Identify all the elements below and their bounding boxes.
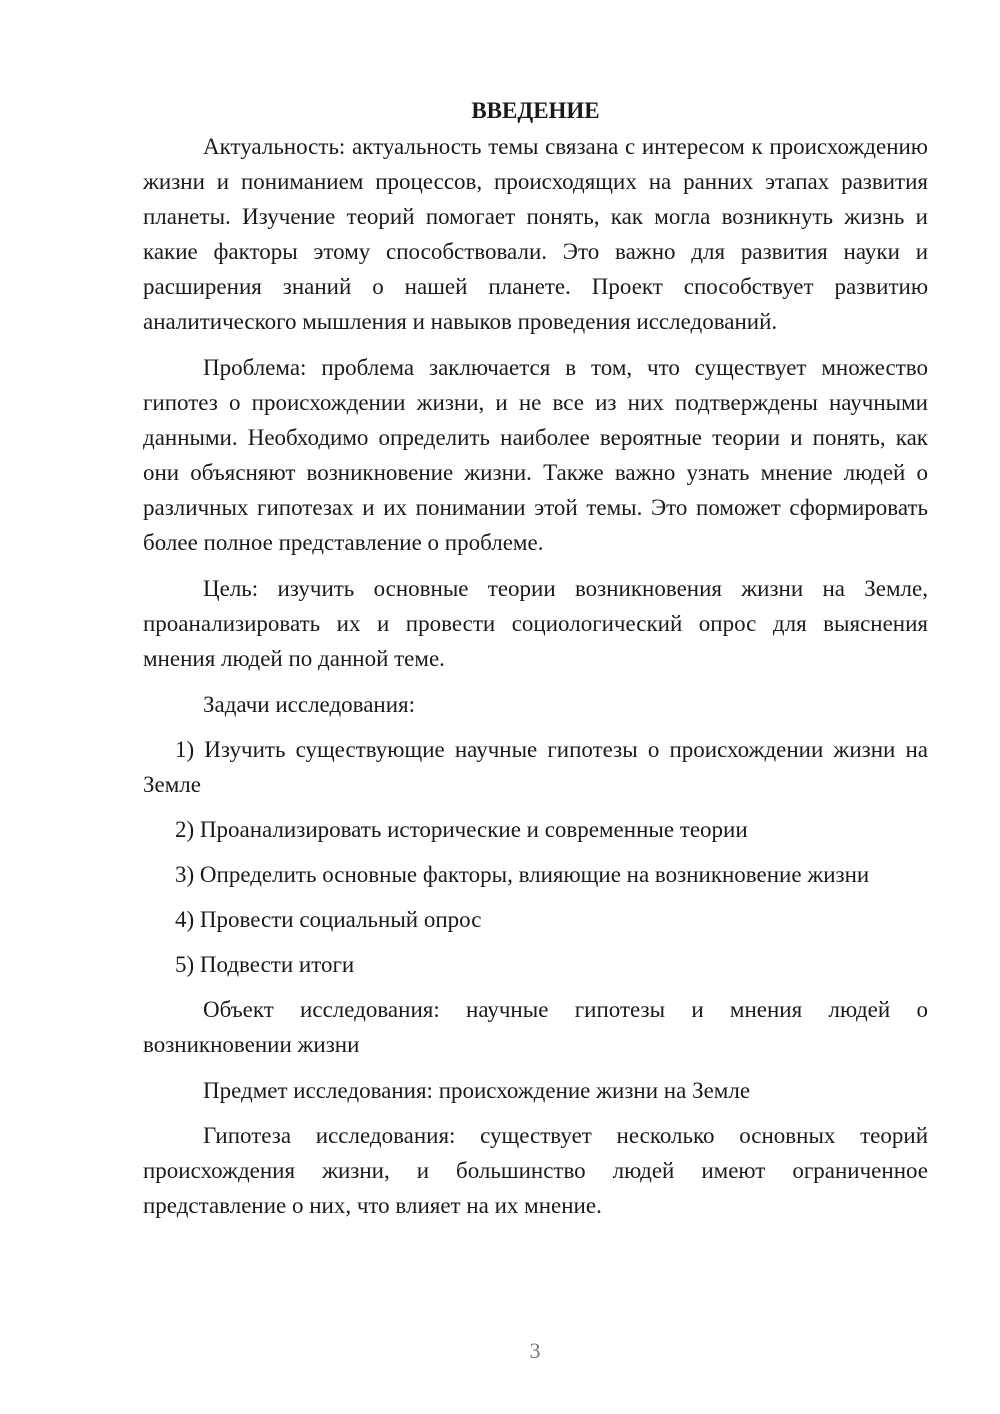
task-item: 5) Подвести итоги <box>175 952 355 977</box>
task-item: 4) Провести социальный опрос <box>175 907 482 932</box>
paragraph-relevance: Актуальность: актуальность темы связана с интересом к происхождению жизни и пониманием процессов, происходящих на ранних этапах развития планеты. Изучение теорий помогает понять, как могла возникнуть жизнь и какие факторы этому способствовали. Это важно для развития науки и расширения знаний о нашей планете. Проект способствует развитию аналитического мышления и навыков проведения исследований. <box>143 134 928 334</box>
tasks-heading: Задачи исследования: <box>203 692 416 717</box>
page-number: 3 <box>529 1338 541 1363</box>
paragraph-object: Объект исследования: научные гипотезы и мнения людей о возникновении жизни <box>143 997 928 1057</box>
paragraph-goal: Цель: изучить основные теории возникновения жизни на Земле, проанализировать их и провести социологический опрос для выяснения мнения людей по данной теме. <box>143 576 928 671</box>
paragraph-problem: Проблема: проблема заключается в том, что существует множество гипотез о происхождении жизни, и не все из них подтверждены научными данными. Необходимо определить наиболее вероятные теории и понять, как они объясняют возникновение жизни. Также важно узнать мнение людей о различных гипотезах и их понимании этой темы. Это поможет сформировать более полное представление о проблеме. <box>143 355 928 555</box>
task-item: 3) Определить основные факторы, влияющие на возникновение жизни <box>175 862 870 887</box>
tasks-list <box>143 732 928 982</box>
paragraph-subject: Предмет исследования: происхождение жизни на Земле <box>203 1078 751 1103</box>
section-title: ВВЕДЕНИЕ <box>471 98 600 123</box>
task-item: 1) Изучить существующие научные гипотезы о происхождении жизни на Земле <box>143 737 928 797</box>
page-content <box>143 93 928 1234</box>
paragraph-hypothesis: Гипотеза исследования: существует несколько основных теорий происхождения жизни, и большинство людей имеют ограниченное представление о них, что влияет на их мнение. <box>143 1123 928 1218</box>
task-item: 2) Проанализировать исторические и современные теории <box>175 817 748 842</box>
